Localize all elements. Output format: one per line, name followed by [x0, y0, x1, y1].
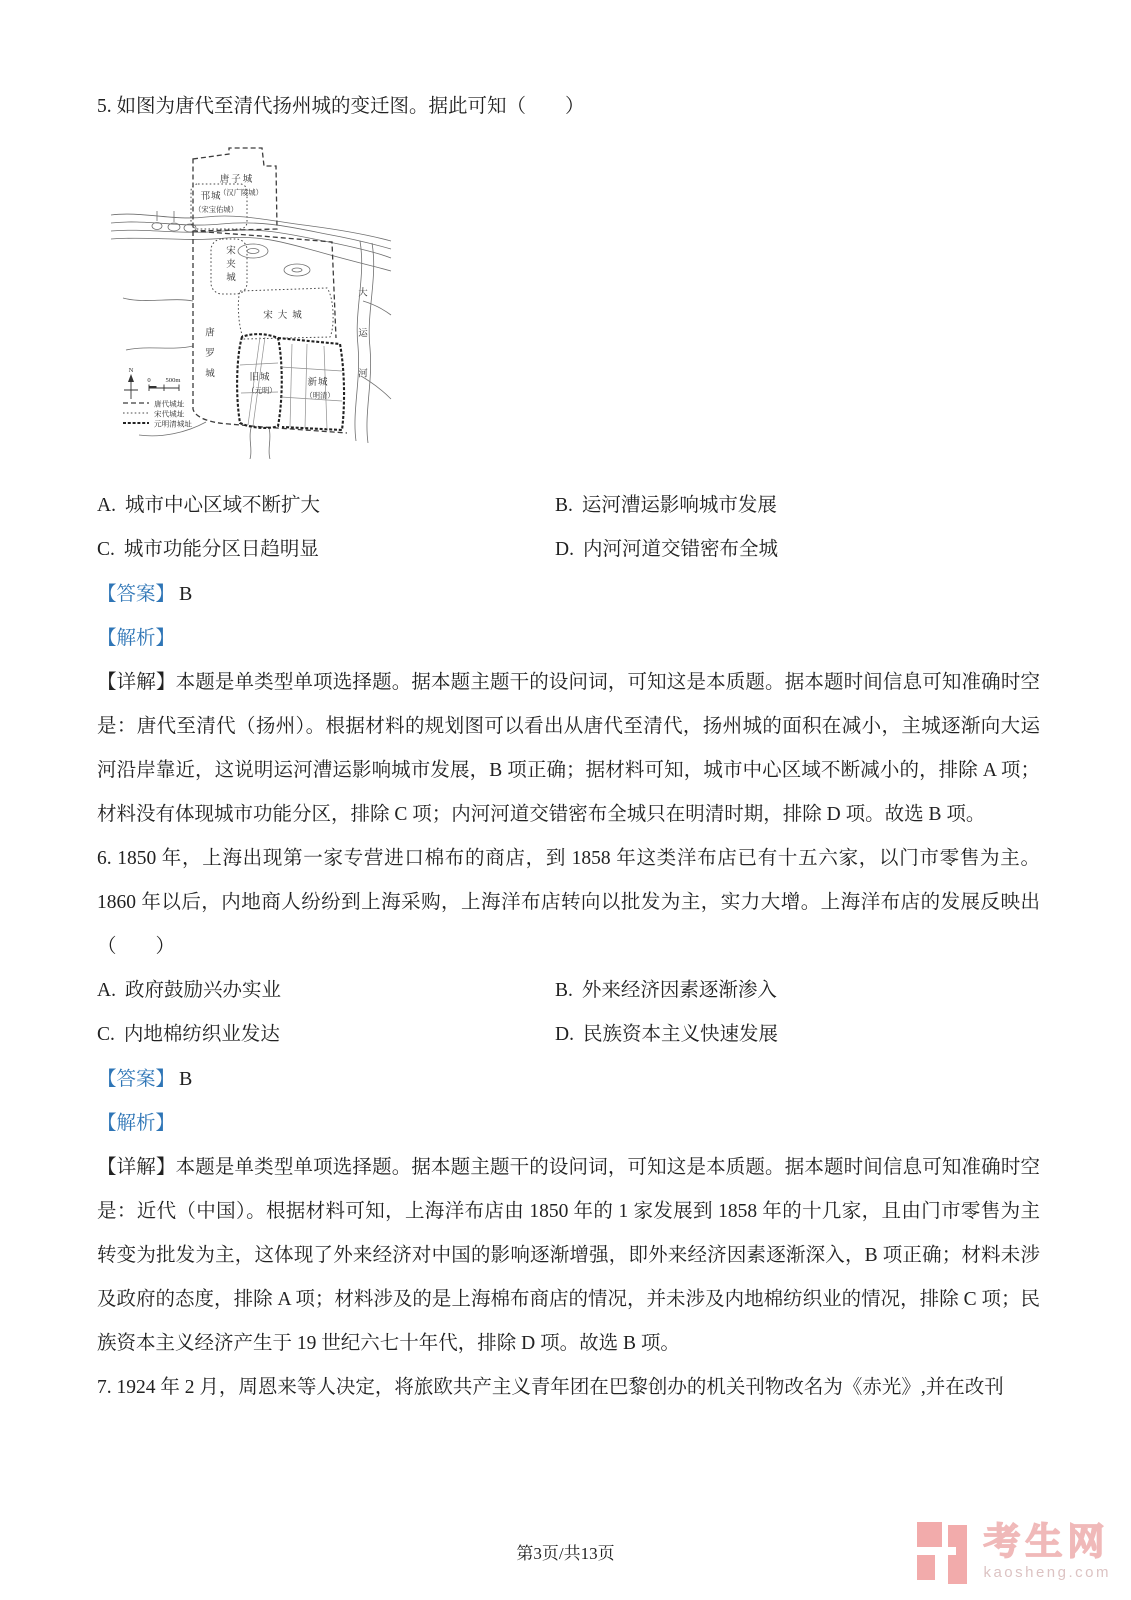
map-illustration: [110, 141, 392, 459]
q6-detail-paragraph: [97, 1146, 1040, 1366]
q6-option-a-key: A.: [97, 980, 116, 1001]
q5-analysis-marker: 【解析】: [97, 628, 176, 649]
watermark-domain: kaosheng.com: [983, 1564, 1111, 1581]
q5-analysis-line: [97, 617, 1040, 661]
q5-option-b: [555, 484, 1040, 528]
q6-option-b: [555, 969, 1040, 1013]
q5-option-d-key: D.: [555, 539, 574, 560]
question-5-options: [97, 484, 1040, 572]
q5-answer-value: B: [179, 583, 193, 605]
map-label-jiucheng: 旧城: [249, 373, 271, 383]
q6-detail-text: 本题是单类型单项选择题。据本题主题干的设问词，可知这是本质题。据本题时间信息可知准确时空是：近代（中国）。根据材料可知，上海洋布店由 1850 年的 1 家发展到 1858 年的十几家，且由门市零售为主转变为批发为主，这体现了外来经济对中国的影响逐渐增强，即外来经济因素逐渐深入，B 项正确；材料未涉及政府的态度，排除 A 项；材料涉及的是上海棉布商店的情况，并未涉及内地棉纺织业的情况，排除 C 项；民族资本主义经济产生于 19 世纪六七十年代，排除 D 项。故选 B 项。: [97, 1157, 1040, 1354]
q5-detail-marker: 【详解】: [97, 672, 176, 693]
watermark-text-block: [983, 1522, 1111, 1581]
map-label-xincheng: 新城: [307, 378, 329, 388]
map-north-arrow: [124, 367, 138, 399]
map-label-xincheng-sub: （明清）: [305, 391, 335, 400]
page-number: 第3页/共13页: [516, 1544, 615, 1563]
map-label-hancheng: 邗城: [200, 192, 222, 202]
map-label-tangzicheng: 唐子城: [219, 175, 255, 185]
q6-option-a: [97, 969, 555, 1013]
q5-option-a-key: A.: [97, 495, 116, 516]
map-scale-500m: 500m: [165, 377, 181, 384]
document-content: [97, 85, 1040, 1410]
q6-option-c-key: C.: [97, 1024, 115, 1045]
q6-detail-marker: 【详解】: [97, 1157, 176, 1178]
q5-answer-marker: 【答案】: [97, 584, 176, 605]
kaosheng-logo-icon: [917, 1522, 971, 1584]
map-label-songjiacheng: 宋夹城: [224, 245, 234, 286]
map-scale-bar: [147, 377, 181, 391]
map-legend: [123, 399, 192, 429]
watermark-brand: 考生网: [983, 1521, 1110, 1562]
q6-option-b-text: 外来经济因素逐渐渗入: [581, 980, 777, 1001]
question-6-stem: 6. 1850 年，上海出现第一家专营进口棉布的商店，到 1858 年这类洋布店已有十五六家，以门市零售为主。1860 年以后，内地商人纷纷到上海采购，上海洋布店转向以批发为主，实力大增。上海洋布店的发展反映出（ ）: [97, 848, 1040, 957]
q6-analysis-marker: 【解析】: [97, 1113, 176, 1134]
q5-option-a: [97, 484, 555, 528]
map-label-hancheng-sub: （宋宝佑城）: [194, 205, 238, 214]
q6-answer-line: [97, 1057, 1040, 1102]
q5-detail-paragraph: [97, 661, 1040, 837]
q6-option-a-text: 政府鼓励兴办实业: [124, 980, 281, 1001]
question-6-options: [97, 969, 1040, 1057]
q6-option-c-text: 内地棉纺织业发达: [123, 1024, 280, 1045]
q5-option-b-key: B.: [555, 495, 573, 516]
q5-option-b-text: 运河漕运影响城市发展: [581, 495, 777, 516]
kaosheng-watermark: [917, 1522, 1111, 1584]
q6-answer-marker: 【答案】: [97, 1069, 176, 1090]
q6-option-d-key: D.: [555, 1024, 574, 1045]
question-7-stem: 7. 1924 年 2 月，周恩来等人决定，将旅欧共产主义青年团在巴黎创办的机关刊物改名为《赤光》,并在改刊: [97, 1377, 1004, 1398]
q6-answer-value: B: [179, 1068, 193, 1090]
q5-answer-line: [97, 572, 1040, 617]
yangzhou-city-map-figure: [110, 141, 392, 464]
q5-option-c-text: 城市功能分区日趋明显: [123, 539, 319, 560]
q5-option-c-key: C.: [97, 539, 115, 560]
map-label-tangluocheng: 唐罗城: [203, 327, 213, 389]
map-legend-tang: 唐代城址: [154, 399, 185, 409]
q6-option-c: [97, 1013, 555, 1057]
q6-option-b-key: B.: [555, 980, 573, 1001]
q5-option-d: [555, 528, 1040, 572]
question-5-stem: 5. 如图为唐代至清代扬州城的变迁图。据此可知（ ）: [97, 96, 585, 117]
map-label-tangzicheng-sub: （汉广陵城）: [219, 188, 263, 197]
map-scale-zero: 0: [147, 377, 151, 384]
map-north-label: N: [128, 367, 134, 374]
map-label-songdacheng: 宋大城: [263, 311, 307, 321]
map-label-canal: 大运河: [356, 287, 366, 409]
map-legend-yuanmingqing: 元明清城址: [154, 419, 192, 429]
map-legend-song: 宋代城址: [154, 409, 185, 419]
map-label-jiucheng-sub: （元明）: [247, 386, 277, 395]
q5-option-c: [97, 528, 555, 572]
q5-detail-text: 本题是单类型单项选择题。据本题主题干的设问词，可知这是本质题。据本题时间信息可知准确时空是：唐代至清代（扬州）。根据材料的规划图可以看出从唐代至清代，扬州城的面积在减小，主城逐渐向大运河沿岸靠近，这说明运河漕运影响城市发展，B 项正确；据材料可知，城市中心区域不断减小的，排除 A 项；材料没有体现城市功能分区，排除 C 项；内河河道交错密布全城只在明清时期，排除 D 项。故选 B 项。: [97, 672, 1040, 825]
q6-option-d-text: 民族资本主义快速发展: [582, 1024, 778, 1045]
q6-option-d: [555, 1013, 1040, 1057]
q5-option-d-text: 内河河道交错密布全城: [582, 539, 778, 560]
q6-analysis-line: [97, 1102, 1040, 1146]
q5-option-a-text: 城市中心区域不断扩大: [124, 495, 320, 516]
